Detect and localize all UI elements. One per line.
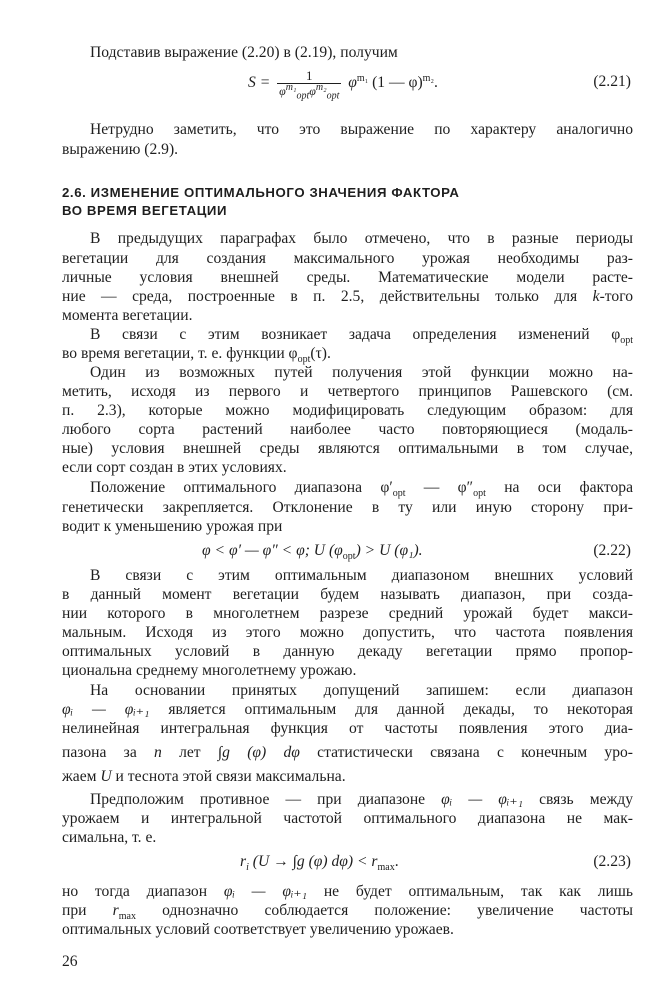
equation-2-23: $r_i$ (U → ∫g (φ) $d\varphi) < r_{max}$. bbox=[240, 853, 399, 874]
text-line: циональна среднему многолетнему урожаю. bbox=[62, 662, 357, 679]
text-line: ние — среда, построенные в п. 2.5, действительны только для k-того bbox=[62, 288, 633, 305]
text-line: но тогда диапазон φᵢ — φᵢ₊₁ не будет оптимальным, так как лишь bbox=[62, 883, 633, 900]
text-line: момента вегетации. bbox=[62, 307, 193, 324]
text-line: Подставив выражение (2.20) в (2.19), получим bbox=[90, 44, 398, 61]
text-line: жаем U и теснота этой связи максимальна. bbox=[62, 768, 346, 785]
section-heading: ВО ВРЕМЯ ВЕГЕТАЦИИ bbox=[62, 203, 228, 218]
text-line: В связи с этим оптимальным диапазоном внешних условий bbox=[90, 567, 633, 584]
text-line: если сорт создан в этих условиях. bbox=[62, 459, 287, 476]
equation-number: (2.22) bbox=[593, 542, 631, 559]
text-line: Предположим противное — при диапазоне φᵢ — φᵢ₊₁ связь между bbox=[90, 791, 633, 808]
text-line: Нетрудно заметить, что это выражение по характеру аналогично bbox=[90, 121, 633, 138]
text-line: Положение оптимального диапазона $\varphi'_{opt}$ — $\varphi''_{opt}$ на оси фактора bbox=[90, 479, 633, 500]
text-line: любого сорта растений наиболее часто повторяющиеся (модаль- bbox=[62, 421, 633, 438]
equation-number: (2.21) bbox=[593, 73, 631, 90]
text-line: п. 2.3), которые можно модифицировать следующим образом: для bbox=[62, 402, 633, 419]
fraction: $\frac{1}{\varphi^{m_1}_{opt}\varphi^{m_2}_{opt}}$ bbox=[279, 68, 340, 102]
text-line: метить, исходя из первого и четвертого принципов Рашевского (см. bbox=[62, 383, 633, 400]
text-line: вегетации для создания максимального урожая необходимы раз- bbox=[62, 250, 633, 267]
text-line: водит к уменьшению урожая при bbox=[62, 518, 283, 535]
text-line: Один из возможных путей получения этой функции можно на- bbox=[90, 364, 633, 381]
section-heading: 2.6. ИЗМЕНЕНИЕ ОПТИМАЛЬНОГО ЗНАЧЕНИЯ ФАКТОРА bbox=[62, 185, 460, 200]
equation-2-21: S = $\frac{1}{\varphi^{m_1}_{opt}\varphi^{m_2}_{opt}}$ $\varphi^{m_1}$ (1 — φ)$^{m_2}$. bbox=[248, 68, 438, 102]
text-line: нии которого в многолетнем разрезе средний урожай будет макси- bbox=[62, 605, 633, 622]
text-line: выражению (2.9). bbox=[62, 141, 179, 158]
text-line: при $r_{max}$ однозначно соблюдается положение: увеличение частоты bbox=[62, 902, 633, 923]
equation-number: (2.23) bbox=[593, 853, 631, 870]
page-number: 26 bbox=[62, 953, 78, 970]
text-line: пазона за n лет ∫g (φ) dφ статистически связана с конечным уро- bbox=[62, 744, 633, 761]
text-line: во время вегетации, т. е. функции $\varphi_{opt}(\tau)$. bbox=[62, 345, 331, 366]
text-line: урожаем и интегральной частотой оптимального диапазона не мак- bbox=[62, 810, 633, 827]
text-line: генетически закрепляется. Отклонение в ту или иную сторону при- bbox=[62, 499, 633, 516]
text-line: симальна, т. е. bbox=[62, 829, 157, 846]
text-line: φᵢ — φᵢ₊₁ является оптимальным для данной декады, то некоторая bbox=[62, 701, 633, 718]
equation-2-22: φ < φ′ — φ″ < φ; U $(\varphi_{opt}) > U$ (φ₁). bbox=[202, 542, 423, 563]
text-line: В предыдущих параграфах было отмечено, что в разные периоды bbox=[90, 230, 633, 247]
text-line: В связи с этим возникает задача определения изменений $\varphi_{opt}$ bbox=[90, 326, 633, 347]
text-line: оптимальных условий в данную декаду вегетации прямо пропор- bbox=[62, 643, 633, 660]
text-line: ные) условия внешней среды являются оптимальными в том случае, bbox=[62, 440, 633, 457]
text-line: личные условия внешней среды. Математические модели расте- bbox=[62, 269, 633, 286]
text-line: в данный момент вегетации будем называть диапазон, при созда- bbox=[62, 586, 633, 603]
text-line: оптимальных условий соответствует увеличению урожаев. bbox=[62, 921, 454, 938]
text-line: На основании принятых допущений запишем: если диапазон bbox=[90, 682, 633, 699]
text-line: нелинейная интегральная функция от частоты появления этого диа- bbox=[62, 720, 633, 737]
text-line: мальным. Исходя из этого можно допустить, что частота появления bbox=[62, 624, 633, 641]
